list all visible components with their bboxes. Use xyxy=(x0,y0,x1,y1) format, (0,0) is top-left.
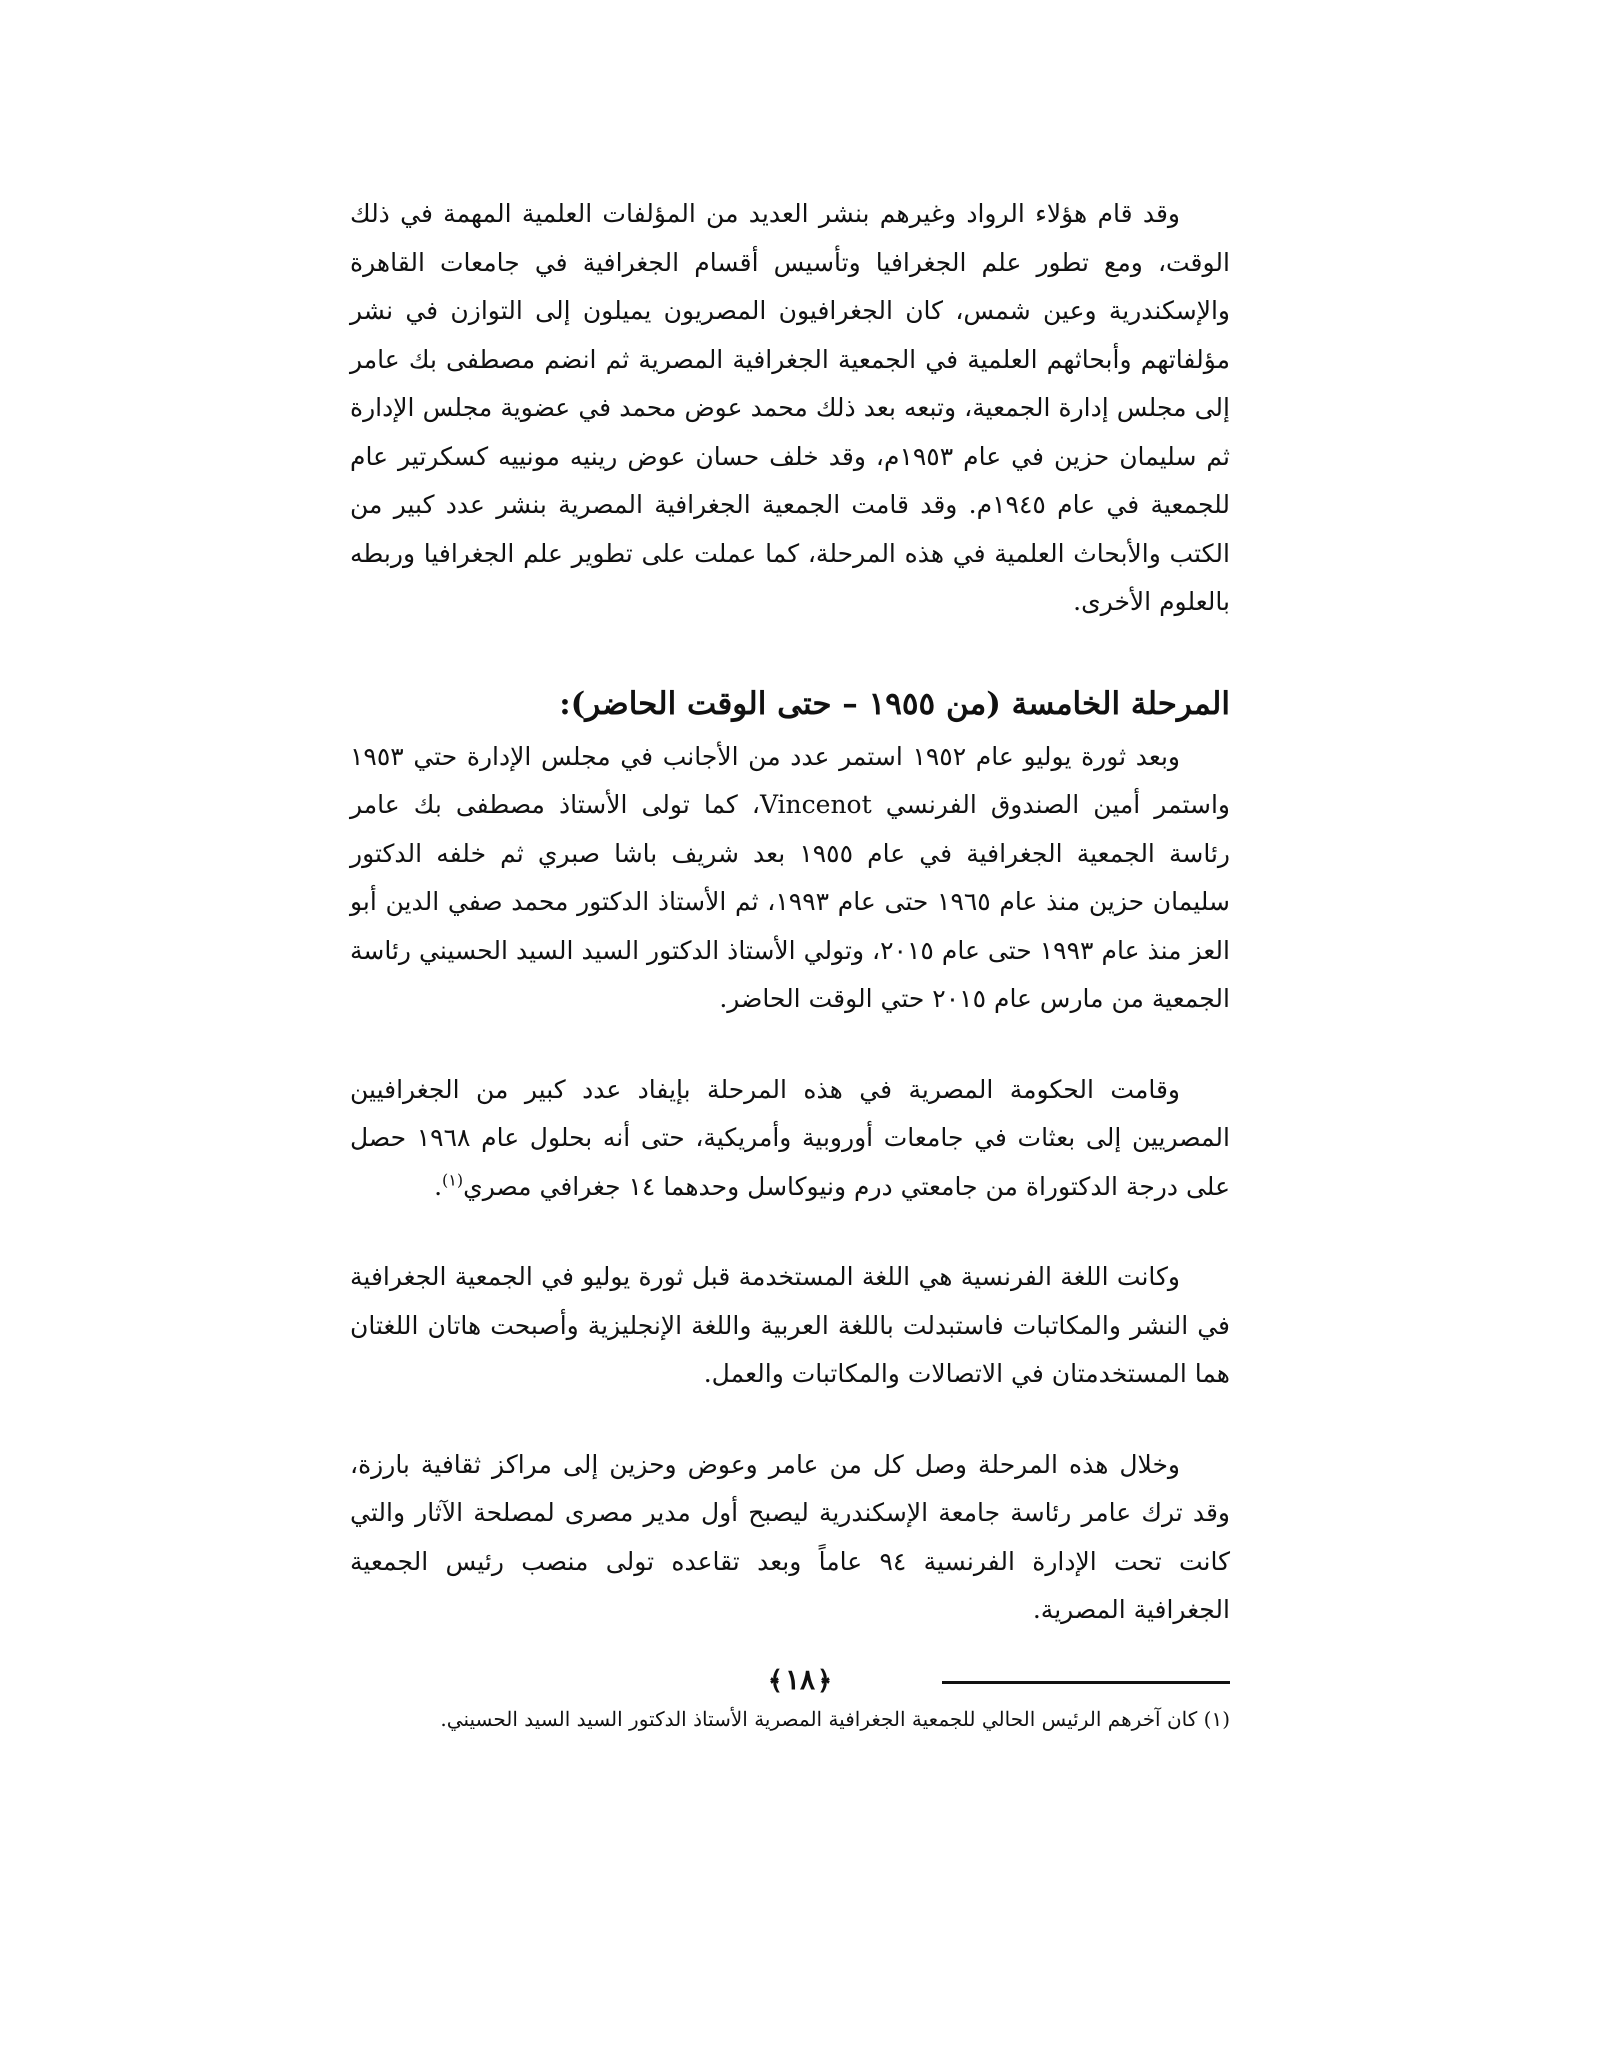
page-number xyxy=(0,1663,1600,1696)
paragraph-cultural-positions: وخلال هذه المرحلة وصل كل من عامر وعوض وحزين إلى مراكز ثقافية بارزة، وقد ترك عامر رئاسة جامعة الإسكندرية ليصبح أول مدير مصرى لمصلحة الآثار والتي كانت تحت الإدارة الفرنسية ٩٤ عاماً وبعد تقاعده تولى منصب رئيس الجمعية الجغرافية المصرية. xyxy=(350,1449,1230,1624)
page-number-bracket-open: ﴿ xyxy=(817,1666,833,1696)
page-body xyxy=(350,190,1230,1736)
paragraph-missions-text: وقامت الحكومة المصرية في هذه المرحلة بإيفاد عدد كبير من الجغرافيين المصريين إلى بعثات في جامعات أوروبية وأمريكية، حتى أنه بحلول عام ١٩٦٨ حصل على درجة الدكتوراة من جامعتي درم ونيوكاسل وحدهما ١٤ جغرافي مصري xyxy=(350,1074,1230,1201)
paragraph-french-language: وكانت اللغة الفرنسية هي اللغة المستخدمة قبل ثورة يوليو في الجمعية الجغرافية في النشر والمكاتبات فاستبدلت باللغة العربية واللغة الإنجليزية وأصبحت هاتان اللغتان هما المستخدمتان في الاتصالات والمكاتبات والعمل. xyxy=(350,1262,1230,1388)
footnote: (١) كان آخرهم الرئيس الحالي للجمعية الجغرافية المصرية الأستاذ الدكتور السيد السيد الحسيني. xyxy=(440,1706,1230,1731)
paragraph-july-revolution: وبعد ثورة يوليو عام ١٩٥٢ استمر عدد من الأجانب في مجلس الإدارة حتي ١٩٥٣ واستمر أمين الصندوق الفرنسي Vincenot، كما تولى الأستاذ مصطفى بك عامر رئاسة الجمعية الجغرافية في عام ١٩٥٥ بعد شريف باشا صبري ثم خلفه الدكتور سليمان حزين منذ عام ١٩٦٥ حتى عام ١٩٩٣، ثم الأستاذ الدكتور محمد صفي الدين أبو العز منذ عام ١٩٩٣ حتى عام ٢٠١٥، وتولي الأستاذ الدكتور السيد السيد الحسيني رئاسة الجمعية من مارس عام ٢٠١٥ حتي الوقت الحاضر. xyxy=(350,741,1231,1013)
page-number-bracket-close: ﴾ xyxy=(767,1666,783,1696)
paragraph-missions xyxy=(350,1066,1230,1212)
paragraph-missions-end: . xyxy=(434,1171,443,1201)
paragraph-pioneers: وقد قام هؤلاء الرواد وغيرهم بنشر العديد من المؤلفات العلمية المهمة في ذلك الوقت، ومع تطور علم الجغرافيا وتأسيس أقسام الجغرافية في جامعات القاهرة والإسكندرية وعين شمس، كان الجغرافيون المصريون يميلون إلى التوازن في نشر مؤلفاتهم وأبحاثهم العلمية في الجمعية الجغرافية المصرية ثم انضم مصطفى بك عامر إلى مجلس إدارة الجمعية، وتبعه بعد ذلك محمد عوض محمد في عضوية مجلس الإدارة ثم سليمان حزين في عام ١٩٥٣م، وقد خلف حسان عوض رينيه مونييه كسكرتير عام للجمعية في عام ١٩٤٥م. وقد قامت الجمعية الجغرافية المصرية بنشر عدد كبير من الكتب والأبحاث العلمية في هذه المرحلة، كما عملت على تطوير علم الجغرافيا وربطه بالعلوم الأخرى. xyxy=(350,199,1230,616)
page-number-value: ١٨ xyxy=(784,1663,816,1696)
footnote-reference[interactable]: (١) xyxy=(442,1170,464,1190)
section-heading-fifth-stage: المرحلة الخامسة (من ١٩٥٥ – حتى الوقت الحاضر): xyxy=(559,685,1230,722)
